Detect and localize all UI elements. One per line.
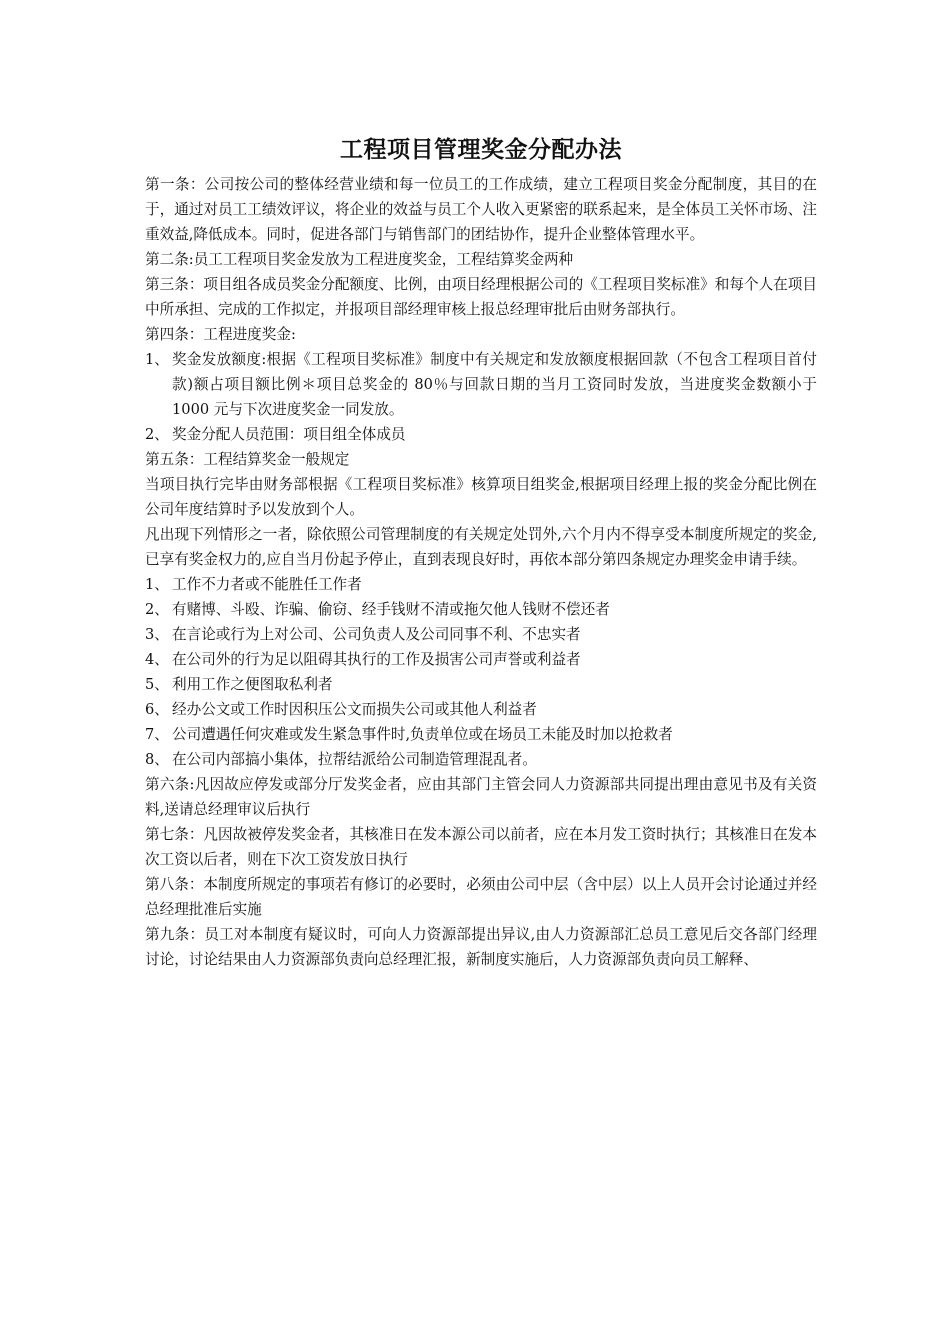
list-number: 3、	[145, 626, 169, 643]
list-text: 经办公文或工作时因积压公文而损失公司或其他人利益者	[172, 701, 537, 718]
article-7: 第七条：凡因故被停发奖金者，其核准日在发本源公司以前者，应在本月发工资时执行；其核准日在发本次工资以后者，则在下次工资发放日执行	[145, 826, 817, 868]
article-4-heading: 第四条：工程进度奖金:	[145, 326, 296, 343]
list-number: 1、	[145, 351, 169, 368]
list-item	[145, 597, 817, 622]
document-title: 工程项目管理奖金分配办法	[340, 137, 622, 163]
list-number: 5、	[145, 676, 169, 693]
list-number: 6、	[145, 701, 169, 718]
list-text: 工作不力者或不能胜任工作者	[172, 576, 362, 593]
list-item	[145, 697, 817, 722]
article-5-paragraph-2: 凡出现下列情形之一者，除依照公司管理制度的有关规定处罚外,六个月内不得享受本制度所规定的奖金,已享有奖金权力的,应自当月份起予停止，直到表现良好时，再依本部分第四条规定办理奖金申请手续。	[145, 526, 817, 568]
article-2: 第二条:员工工程项目奖金发放为工程进度奖金，工程结算奖金两种	[145, 251, 574, 268]
article-9: 第九条：员工对本制度有疑议时，可向人力资源部提出异议,由人力资源部汇总员工意见后交各部门经理讨论，讨论结果由人力资源部负责向总经理汇报，新制度实施后，人力资源部负责向员工解释、	[145, 926, 817, 968]
document-page	[145, 130, 817, 972]
article-1: 第一条：公司按公司的整体经营业绩和每一位员工的工作成绩，建立工程项目奖金分配制度，其目的在于，通过对员工工绩效评议，将企业的效益与员工个人收入更紧密的联系起来，是全体员工关怀市场、注重效益,降低成本。同时，促进各部门与销售部门的团结协作，提升企业整体管理水平。	[145, 176, 817, 243]
list-number: 1、	[145, 576, 169, 593]
list-text: 在言论或行为上对公司、公司负责人及公司同事不利、不忠实者	[172, 626, 581, 643]
article-5-paragraph-1: 当项目执行完毕由财务部根据《工程项目奖标准》核算项目组奖金,根据项目经理上报的奖金分配比例在公司年度结算时予以发放到个人。	[145, 476, 817, 518]
list-text: 奖金分配人员范围：项目组全体成员	[172, 426, 406, 443]
list-item	[145, 747, 817, 772]
list-item	[145, 672, 817, 697]
list-number: 8、	[145, 751, 169, 768]
list-text: 利用工作之便图取私利者	[172, 676, 333, 693]
list-text: 奖金发放额度:根据《工程项目奖标准》制度中有关规定和发放额度根据回款（不包含工程项目首付款)额占项目额比例＊项目总奖金的 80％与回款日期的当月工资同时发放，当进度奖金数额小于 1000 元与下次进度奖金一同发放。	[172, 351, 817, 418]
list-item	[145, 722, 817, 747]
list-item	[145, 347, 817, 422]
article-3: 第三条：项目组各成员奖金分配额度、比例，由项目经理根据公司的《工程项目奖标准》和每个人在项目中所承担、完成的工作拟定，并报项目部经理审核上报总经理审批后由财务部执行。	[145, 276, 817, 318]
list-text: 在公司内部搞小集体，拉帮结派给公司制造管理混乱者。	[172, 751, 537, 768]
list-item	[145, 572, 817, 597]
list-text: 在公司外的行为足以阻碍其执行的工作及损害公司声誉或利益者	[172, 651, 581, 668]
article-5-heading: 第五条：工程结算奖金一般规定	[145, 451, 350, 468]
article-6: 第六条:凡因故应停发或部分厅发奖金者，应由其部门主管会同人力资源部共同提出理由意见书及有关资料,送请总经理审议后执行	[145, 776, 817, 818]
list-number: 4、	[145, 651, 169, 668]
list-number: 2、	[145, 601, 169, 618]
article-8: 第八条：本制度所规定的事项若有修订的必要时，必须由公司中层（含中层）以上人员开会讨论通过并经总经理批准后实施	[145, 876, 817, 918]
list-text: 有赌博、斗殴、诈骗、偷窃、经手钱财不清或拖欠他人钱财不偿还者	[172, 601, 610, 618]
list-item	[145, 647, 817, 672]
list-item	[145, 422, 817, 447]
list-text: 公司遭遇任何灾难或发生紧急事件时,负责单位或在场员工未能及时加以抢救者	[172, 726, 673, 743]
list-number: 7、	[145, 726, 169, 743]
list-number: 2、	[145, 426, 169, 443]
list-item	[145, 622, 817, 647]
